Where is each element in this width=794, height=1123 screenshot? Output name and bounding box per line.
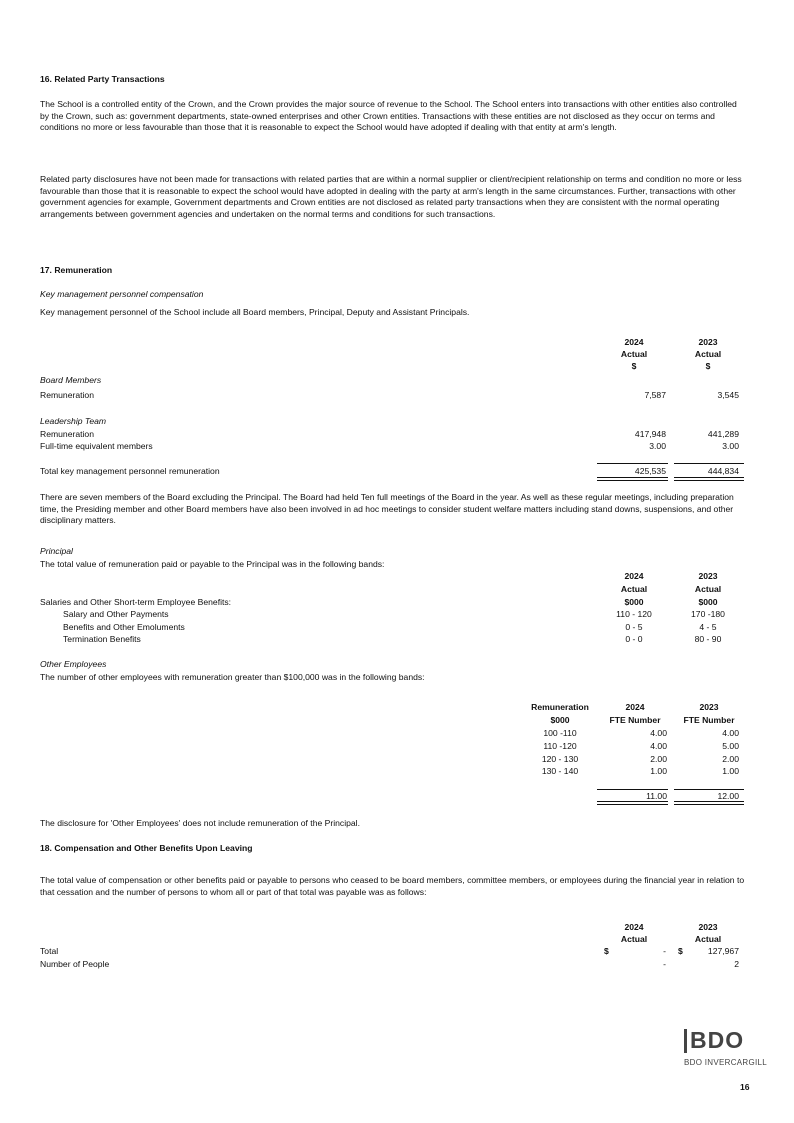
leadership-fte-label: Full-time equivalent members [40,441,153,451]
other-band-2024: 2.00 [650,754,667,764]
leaving-people-label: Number of People [40,959,110,969]
principal-row-2023: 4 - 5 [699,622,717,632]
principal-row-2024: 0 - 0 [625,634,643,644]
other-head-2023: 2023 [699,702,719,712]
leaving-total-currency-2024: $ [604,946,609,956]
principal-intro: The total value of remuneration paid or payable to the Principal was in the following bands: [40,559,385,569]
principal-col-2023-year: 2023 [698,571,718,581]
kmp-col-2023-label: Actual [694,349,722,359]
principal-col-2024-unit: $000 [624,597,644,607]
principal-row-label: Salary and Other Payments [63,609,169,619]
total-rule-2023 [674,463,744,464]
total-double-rule-2024 [597,477,668,481]
kmp-col-2023-unit: $ [705,361,711,371]
other-band-2023: 1.00 [722,766,739,776]
principal-row-label: Benefits and Other Emoluments [63,622,185,632]
other-double-rule-2024 [597,801,668,805]
principal-row-2023: 170 -180 [691,609,725,619]
principal-title: Principal [40,546,73,556]
other-band-2024: 1.00 [650,766,667,776]
other-band: 110 -120 [543,741,577,751]
firm-name: BDO INVERCARGILL [684,1058,768,1067]
other-employees-note: The disclosure for 'Other Employees' does not include remuneration of the Principal. [40,818,360,828]
leaving-total-label: Total [40,946,59,956]
principal-col-2023-label: Actual [694,584,722,594]
other-head-2024-fte: FTE Number [609,715,661,725]
board-remuneration-label: Remuneration [40,390,94,400]
principal-row-2023: 80 - 90 [694,634,722,644]
section-17-heading: 17. Remuneration [40,265,113,275]
principal-row-2024: 110 - 120 [616,609,652,619]
leaving-people-2024: - [663,959,666,969]
board-remuneration-2024: 7,587 [644,390,666,400]
leaving-col-2023-year: 2023 [698,922,718,932]
leaving-people-2023: 2 [734,959,739,969]
leadership-fte-2024: 3.00 [649,441,666,451]
other-band-2023: 5.00 [722,741,739,751]
kmp-total-label: Total key management personnel remuneration [40,466,220,476]
other-band: 130 - 140 [541,766,579,776]
section-16-paragraph-2: Related party disclosures have not been made for transactions with related parties that are within a normal supplier or client/recipient relationship on terms and condition no more or less favourable than those that it is reasonable to expect the school would have adopted in dealing with the party at arm's length in the same circumstances. Further, transactions with other government agencies for example, Government departments and Crown entities are not disclosed as related party transactions when they are consistent with the normal operating arrangements between government agencies and undertaken on the normal terms and conditions for such transactions. [40,174,742,219]
principal-row-2024: 0 - 5 [625,622,643,632]
other-double-rule-2023 [674,801,744,805]
kmp-intro: Key management personnel of the School include all Board members, Principal, Deputy and Assistant Principals. [40,307,470,317]
other-employees-intro: The number of other employees with remuneration greater than $100,000 was in the following bands: [40,672,425,682]
leadership-team-title: Leadership Team [40,416,107,426]
other-total-2023: 12.00 [717,791,739,801]
leadership-remuneration-2024: 417,948 [634,429,666,439]
other-total-rule-2023 [674,789,744,790]
leadership-remuneration-label: Remuneration [40,429,94,439]
kmp-col-2024-label: Actual [620,349,648,359]
kmp-col-2024-unit: $ [631,361,637,371]
kmp-total-2024: 425,535 [634,466,666,476]
total-rule-2024 [597,463,668,464]
leaving-total-2023: 127,967 [707,946,739,956]
other-band-2023: 2.00 [722,754,739,764]
section-18-heading: 18. Compensation and Other Benefits Upon Leaving [40,843,253,853]
page-number: 16 [740,1082,750,1092]
kmp-col-2023-year: 2023 [698,337,718,347]
principal-row-label: Termination Benefits [63,634,141,644]
principal-col-2024-year: 2024 [624,571,644,581]
kmp-col-2024-year: 2024 [624,337,644,347]
total-double-rule-2023 [674,477,744,481]
kmp-total-2023: 444,834 [707,466,739,476]
other-head-remuneration-unit: $000 [550,715,570,725]
other-head-remuneration: Remuneration [531,702,589,712]
leaving-col-2024-year: 2024 [624,922,644,932]
principal-col-2023-unit: $000 [698,597,718,607]
other-total-rule-2024 [597,789,668,790]
principal-row-label: Salaries and Other Short-term Employee Benefits: [40,597,232,607]
section-18-paragraph: The total value of compensation or other benefits paid or payable to persons who ceased to be board members, committee members, or employees during the financial year in relation to that cessation and the number of persons to whom all or part of that total was payable was as follows: [40,875,745,897]
section-16-heading: 16. Related Party Transactions [40,74,165,84]
other-head-2024: 2024 [625,702,645,712]
other-band: 120 - 130 [541,754,579,764]
board-meetings-note: There are seven members of the Board excluding the Principal. The Board had held Ten full meetings of the Board in the year. As well as these regular meetings, including preparation time, the Presiding member and other Board members have also been involved in ad hoc meetings to consider student welfare matters including stand downs, suspensions, and other disciplinary matters. [40,492,734,525]
leadership-remuneration-2023: 441,289 [707,429,739,439]
other-band-2023: 4.00 [722,728,739,738]
bdo-logo: BDO [690,1027,745,1053]
board-remuneration-2023: 3,545 [717,390,739,400]
other-employees-title: Other Employees [40,659,107,669]
leaving-total-currency-2023: $ [678,946,683,956]
other-total-2024: 11.00 [646,791,667,801]
bdo-logo-bar [684,1029,687,1053]
leaving-col-2023-label: Actual [694,934,722,944]
other-band: 100 -110 [543,728,577,738]
kmp-title: Key management personnel compensation [40,289,204,299]
section-16-paragraph-1: The School is a controlled entity of the Crown, and the Crown provides the major source of revenue to the School. The School enters into transactions with other entities also controlled by the Crown, such as: government departments, state-owned enterprises and other Crown entities. Transactions with these entities are not disclosed as they occur on terms and conditions no more or less favourable than those that it is reasonable to expect the School would have adopted if dealing with that entity at arm's length. [40,99,737,132]
leaving-total-2024: - [663,946,666,956]
other-band-2024: 4.00 [650,741,667,751]
principal-col-2024-label: Actual [620,584,648,594]
leadership-fte-2023: 3.00 [722,441,739,451]
other-band-2024: 4.00 [650,728,667,738]
leaving-col-2024-label: Actual [620,934,648,944]
board-members-title: Board Members [40,375,102,385]
other-head-2023-fte: FTE Number [683,715,735,725]
